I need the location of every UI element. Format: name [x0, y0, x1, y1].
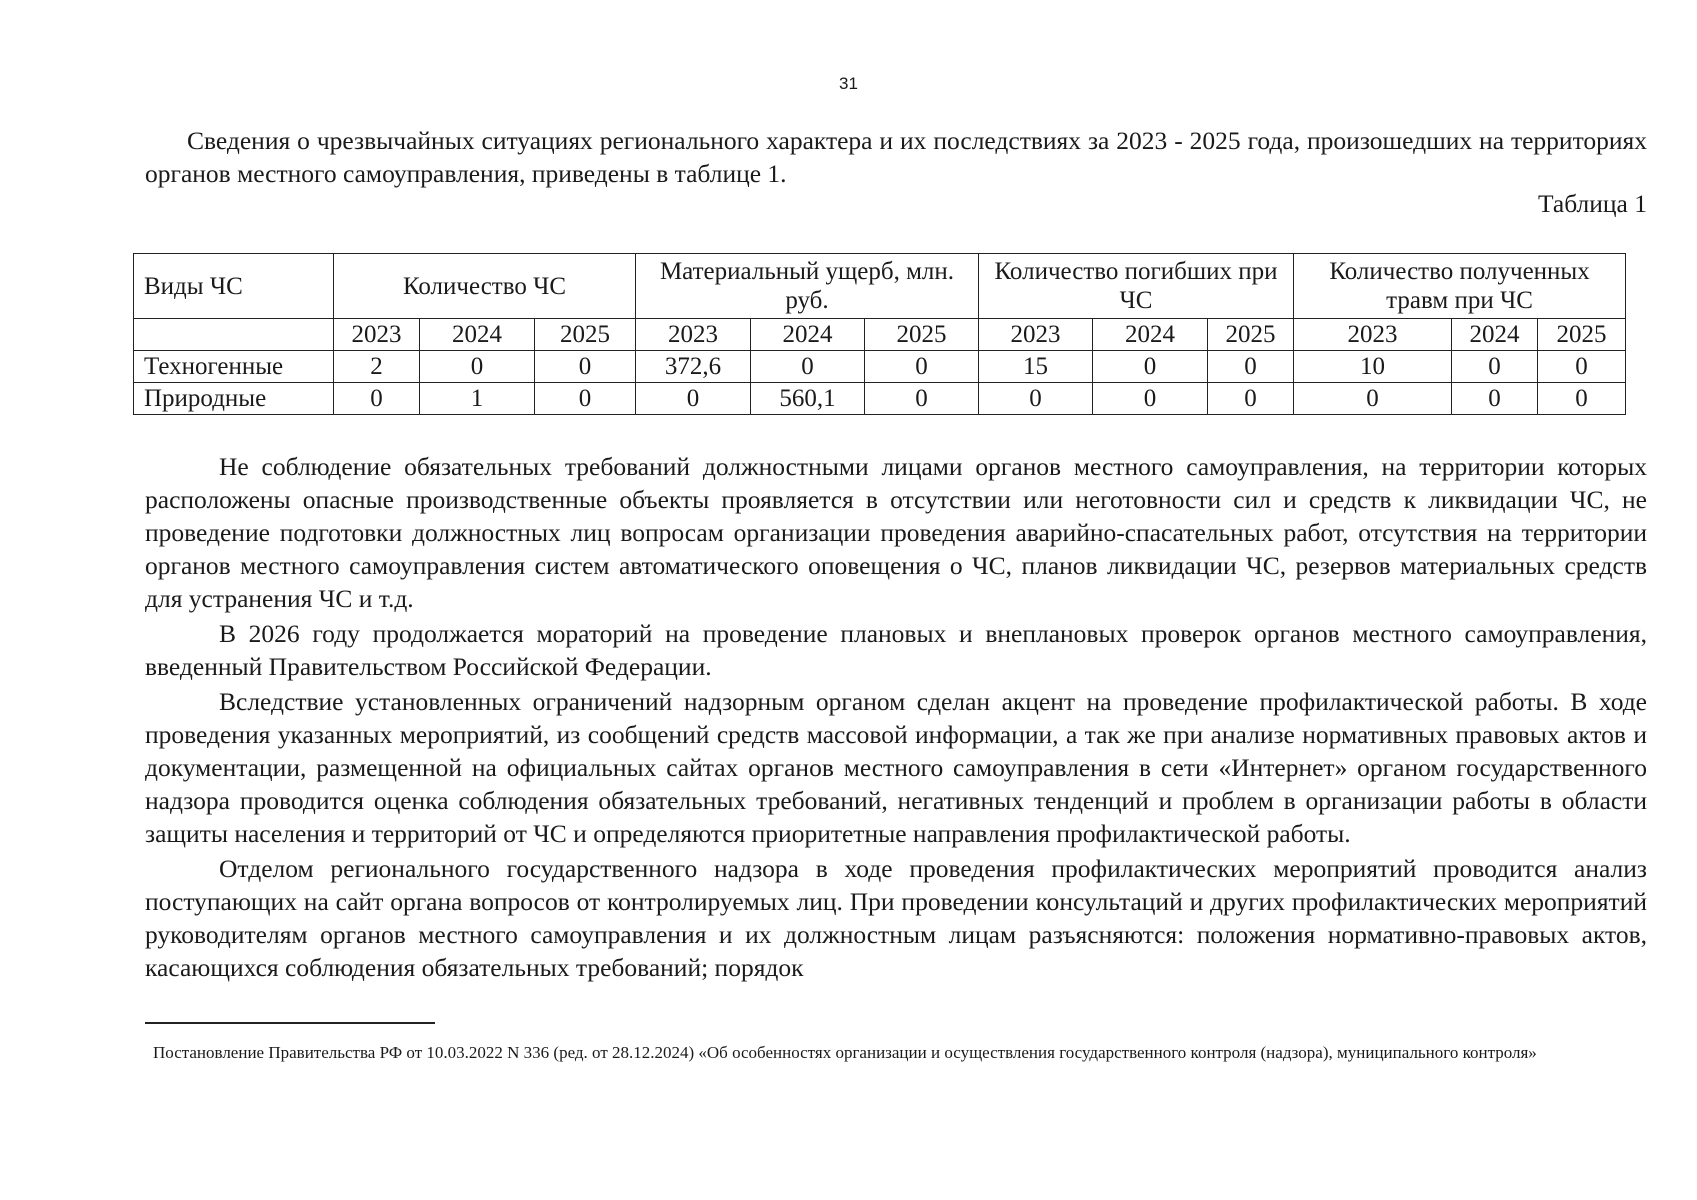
header-group-injuries: Количество полученных травм при ЧС — [1294, 254, 1626, 319]
table-cell: 0 — [1208, 351, 1294, 383]
table-cell: 0 — [751, 351, 865, 383]
year-cell: 2024 — [1452, 319, 1538, 351]
year-cell: 2024 — [751, 319, 865, 351]
table-cell: 560,1 — [751, 383, 865, 415]
table-cell: 0 — [1093, 351, 1208, 383]
table-cell: 0 — [535, 351, 636, 383]
table-cell: 0 — [1538, 383, 1626, 415]
table-cell: 0 — [1294, 383, 1452, 415]
intro-paragraph: Сведения о чрезвычайных ситуациях регионального характера и их последствиях за 2023 - 2025 года, произошедших на территориях органов местного самоуправления, приведены в таблице 1. — [145, 126, 1647, 188]
paragraph: В 2026 году продолжается мораторий на проведение плановых и внеплановых проверок органов местного самоуправления, введенный Правительством Российской Федерации. — [145, 619, 1647, 681]
table-row-natural — [134, 383, 1626, 415]
table-cell: 10 — [1294, 351, 1452, 383]
header-group-count: Количество ЧС — [334, 254, 636, 319]
year-cell: 2025 — [1208, 319, 1294, 351]
row-label: Техногенные — [134, 351, 334, 383]
header-kind: Виды ЧС — [134, 254, 334, 319]
body-text — [145, 450, 1647, 984]
table-cell: 372,6 — [636, 351, 751, 383]
table-cell: 0 — [420, 351, 535, 383]
table-years-row — [134, 319, 1626, 351]
year-cell: 2025 — [1538, 319, 1626, 351]
table-cell: 0 — [979, 383, 1093, 415]
paragraph: Отделом регионального государственного надзора в ходе проведения профилактических мероприятий проводится анализ поступающих на сайт органа вопросов от контролируемых лиц. При проведении консультаций и других профилактических мероприятий руководителям органов местного самоуправления и их должностным лицам разъясняются: положения нормативно-правовых актов, касающихся соблюдения обязательных требований; порядок — [145, 854, 1647, 982]
table-cell: 0 — [1452, 351, 1538, 383]
paragraph: Вследствие установленных ограничений надзорным органом сделан акцент на проведение профилактической работы. В ходе проведения указанных мероприятий, из сообщений средств массовой информации, а так же при анализе нормативных правовых актов и документации, размещенной на официальных сайтах органов местного самоуправления в сети «Интернет» органом государственного надзора проводится оценка соблюдения обязательных требований, негативных тенденций и проблем в организации работы в области защиты населения и территорий от ЧС и определяются приоритетные направления профилактической работы. — [145, 687, 1647, 848]
table-caption: Таблица 1 — [1537, 189, 1647, 218]
header-empty — [134, 319, 334, 351]
emergency-table — [133, 253, 1626, 415]
table-cell: 0 — [636, 383, 751, 415]
table-header-row — [134, 254, 1626, 319]
year-cell: 2023 — [979, 319, 1093, 351]
footnote-divider — [145, 1022, 435, 1024]
table-cell: 0 — [1093, 383, 1208, 415]
page-number: 31 — [839, 74, 858, 93]
footnote: Постановление Правительства РФ от 10.03.2022 N 336 (ред. от 28.12.2024) «Об особенностях организации и осуществления государственного контроля (надзора), муниципального контроля» — [153, 1043, 1537, 1062]
year-cell: 2023 — [636, 319, 751, 351]
table-cell: 2 — [334, 351, 420, 383]
table-cell: 0 — [1538, 351, 1626, 383]
table-cell: 0 — [1208, 383, 1294, 415]
year-cell: 2023 — [334, 319, 420, 351]
year-cell: 2024 — [1093, 319, 1208, 351]
table-cell: 0 — [865, 351, 979, 383]
table-cell: 1 — [420, 383, 535, 415]
table-row-technogenic — [134, 351, 1626, 383]
table-cell: 0 — [535, 383, 636, 415]
table-cell: 0 — [334, 383, 420, 415]
paragraph: Не соблюдение обязательных требований должностными лицами органов местного самоуправления, на территории которых расположены опасные производственные объекты проявляется в отсутствии или неготовности сил и средств к ликвидации ЧС, не проведение подготовки должностных лиц вопросам организации проведения аварийно-спасательных работ, отсутствия на территории органов местного самоуправления систем автоматического оповещения о ЧС, планов ликвидации ЧС, резервов материальных средств для устранения ЧС и т.д. — [145, 452, 1647, 613]
table-cell: 0 — [1452, 383, 1538, 415]
year-cell: 2024 — [420, 319, 535, 351]
table-cell: 15 — [979, 351, 1093, 383]
year-cell: 2025 — [865, 319, 979, 351]
year-cell: 2025 — [535, 319, 636, 351]
year-cell: 2023 — [1294, 319, 1452, 351]
header-group-deaths: Количество погибших при ЧС — [979, 254, 1294, 319]
header-group-damage: Материальный ущерб, млн. руб. — [636, 254, 979, 319]
row-label: Природные — [134, 383, 334, 415]
table-cell: 0 — [865, 383, 979, 415]
